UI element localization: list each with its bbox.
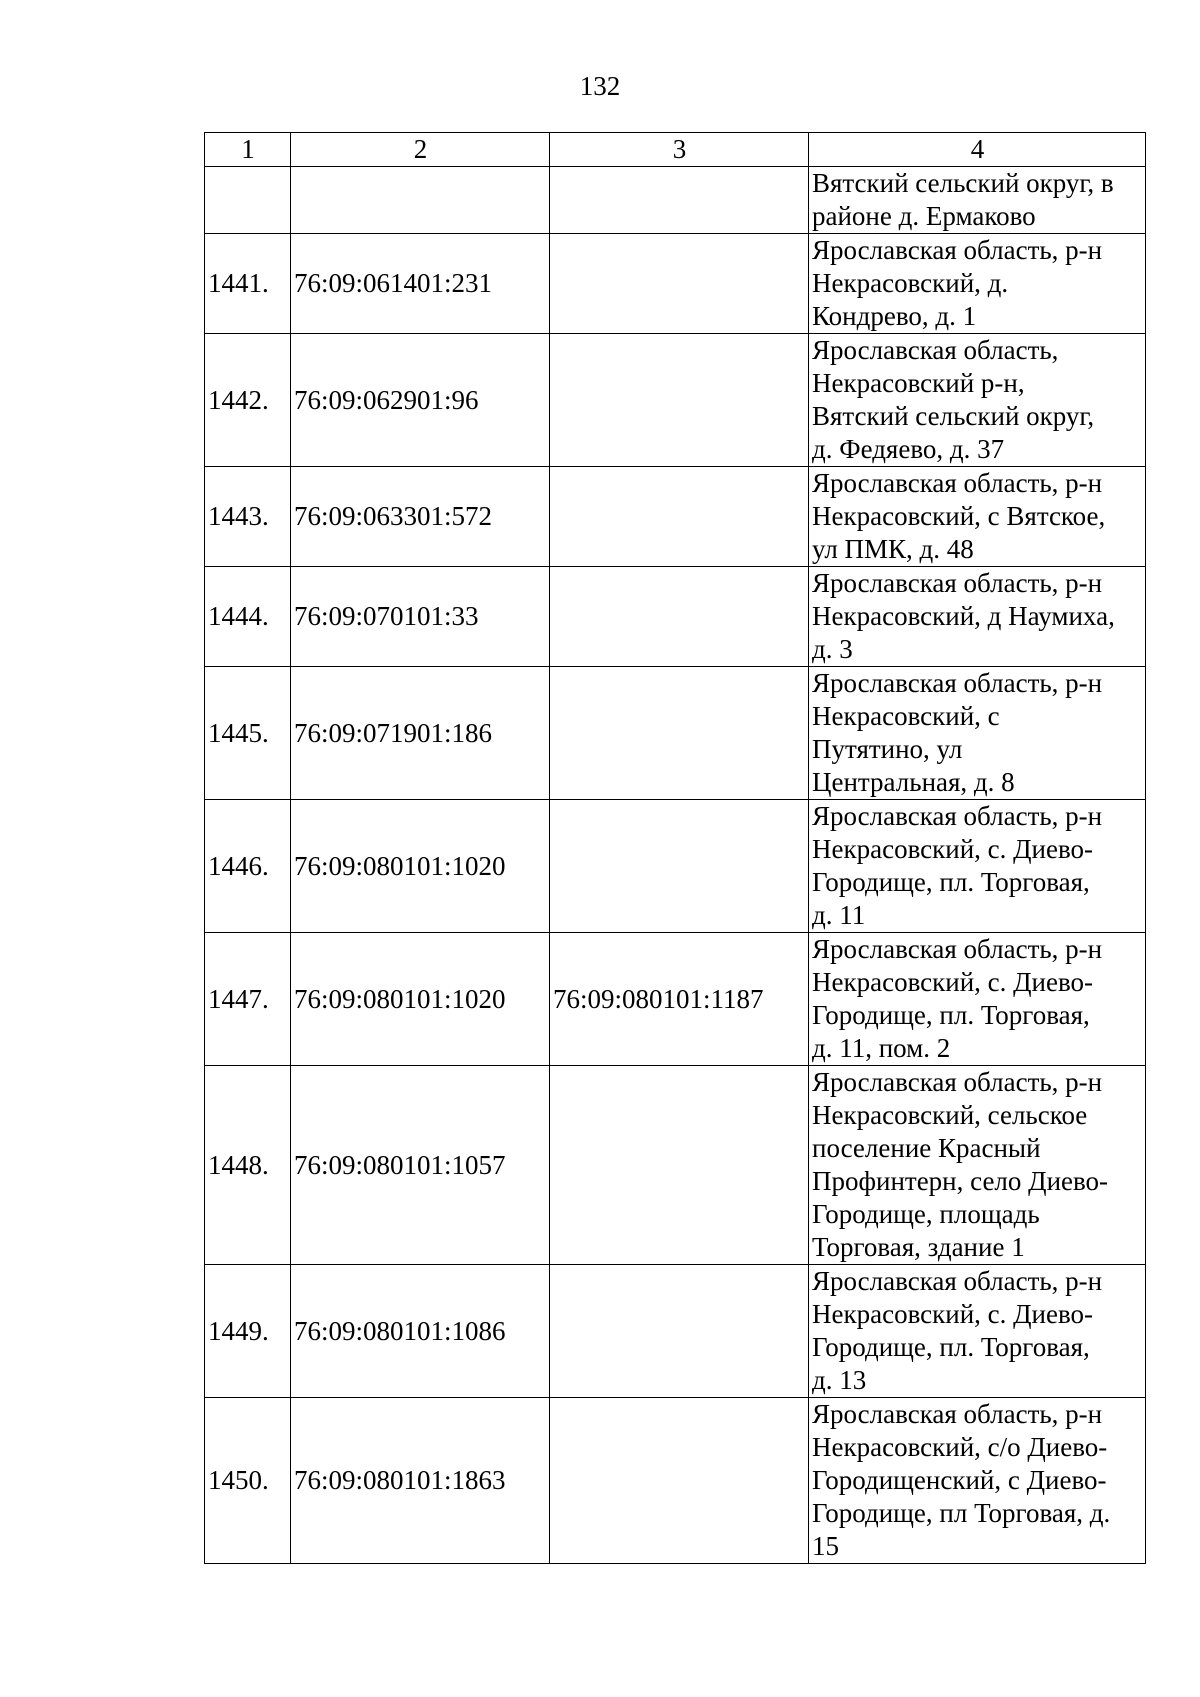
related-cadastral-number xyxy=(550,567,809,667)
table-row xyxy=(205,1398,1146,1564)
related-cadastral-number xyxy=(550,467,809,567)
related-cadastral-number: 76:09:080101:1187 xyxy=(550,933,809,1066)
row-number: 1441. xyxy=(205,234,291,334)
row-number: 1442. xyxy=(205,334,291,467)
row-number xyxy=(205,167,291,234)
row-number: 1447. xyxy=(205,933,291,1066)
table-row xyxy=(205,933,1146,1066)
cadastral-number: 76:09:080101:1020 xyxy=(291,800,550,933)
related-cadastral-number xyxy=(550,800,809,933)
address: Ярославская область, р-н Некрасовский, с. Диево- Городище, пл. Торговая, д. 11, пом. 2 xyxy=(809,933,1146,1066)
address: Ярославская область, р-н Некрасовский, с/о Диево- Городищенский, с Диево- Городище, пл Торговая, д. 15 xyxy=(809,1398,1146,1564)
related-cadastral-number xyxy=(550,167,809,234)
related-cadastral-number xyxy=(550,1066,809,1265)
cadastral-number: 76:09:080101:1863 xyxy=(291,1398,550,1564)
cadastral-number: 76:09:061401:231 xyxy=(291,234,550,334)
related-cadastral-number xyxy=(550,1265,809,1398)
address: Ярославская область, р-н Некрасовский, с Путятино, ул Центральная, д. 8 xyxy=(809,667,1146,800)
table-row xyxy=(205,1265,1146,1398)
page-number: 132 xyxy=(579,71,621,101)
row-number: 1448. xyxy=(205,1066,291,1265)
table-header-row xyxy=(205,133,1146,167)
registry-table xyxy=(204,132,1146,1564)
row-number: 1449. xyxy=(205,1265,291,1398)
address: Вятский сельский округ, в районе д. Ермаково xyxy=(809,167,1146,234)
row-number: 1445. xyxy=(205,667,291,800)
cadastral-number: 76:09:071901:186 xyxy=(291,667,550,800)
address: Ярославская область, р-н Некрасовский, с. Диево- Городище, пл. Торговая, д. 11 xyxy=(809,800,1146,933)
related-cadastral-number xyxy=(550,234,809,334)
column-header-2: 2 xyxy=(291,133,550,167)
row-number: 1446. xyxy=(205,800,291,933)
address: Ярославская область, р-н Некрасовский, сельское поселение Красный Профинтерн, село Диево- Городище, площадь Торговая, здание 1 xyxy=(809,1066,1146,1265)
table-row xyxy=(205,467,1146,567)
table-row xyxy=(205,667,1146,800)
address: Ярославская область, Некрасовский р-н, Вятский сельский округ, д. Федяево, д. 37 xyxy=(809,334,1146,467)
related-cadastral-number xyxy=(550,1398,809,1564)
cadastral-number: 76:09:080101:1086 xyxy=(291,1265,550,1398)
address: Ярославская область, р-н Некрасовский, д Наумиха, д. 3 xyxy=(809,567,1146,667)
row-number: 1443. xyxy=(205,467,291,567)
cadastral-number xyxy=(291,167,550,234)
column-header-3: 3 xyxy=(550,133,809,167)
table-row xyxy=(205,1066,1146,1265)
address: Ярославская область, р-н Некрасовский, с Вятское, ул ПМК, д. 48 xyxy=(809,467,1146,567)
cadastral-number: 76:09:070101:33 xyxy=(291,567,550,667)
related-cadastral-number xyxy=(550,334,809,467)
row-number: 1450. xyxy=(205,1398,291,1564)
table-row xyxy=(205,334,1146,467)
cadastral-number: 76:09:063301:572 xyxy=(291,467,550,567)
table-row xyxy=(205,567,1146,667)
related-cadastral-number xyxy=(550,667,809,800)
address: Ярославская область, р-н Некрасовский, д. Кондрево, д. 1 xyxy=(809,234,1146,334)
table-row xyxy=(205,800,1146,933)
column-header-1: 1 xyxy=(205,133,291,167)
address: Ярославская область, р-н Некрасовский, с. Диево- Городище, пл. Торговая, д. 13 xyxy=(809,1265,1146,1398)
table-row xyxy=(205,167,1146,234)
cadastral-number: 76:09:062901:96 xyxy=(291,334,550,467)
table-row xyxy=(205,234,1146,334)
cadastral-number: 76:09:080101:1020 xyxy=(291,933,550,1066)
column-header-4: 4 xyxy=(809,133,1146,167)
row-number: 1444. xyxy=(205,567,291,667)
cadastral-number: 76:09:080101:1057 xyxy=(291,1066,550,1265)
